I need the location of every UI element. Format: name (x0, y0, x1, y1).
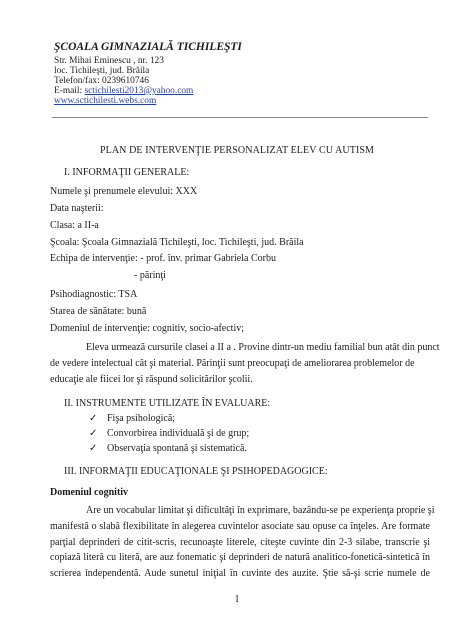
phone-fax: Telefon/fax: 0239610746 (54, 76, 149, 86)
website-link[interactable]: www.sctichilesti.webs.com (54, 96, 157, 106)
address-locality: loc. Tichileşti, jud. Brăila (54, 66, 150, 76)
paragraph-line-3: educaţie ale fiicei lor şi răspund solicitărilor şcolii. (50, 374, 253, 385)
bullet-item (89, 443, 247, 454)
email-label: E-mail: (54, 86, 83, 96)
intervention-domain: Domeniul de intervenţie: cognitiv, socio-afectiv; (50, 323, 245, 334)
checkmark-icon: ✓ (89, 428, 98, 439)
email-link[interactable]: sctichilesti2013@yahoo.com (84, 86, 194, 96)
cognitive-line-3: parţial deprinderi de citit-scris, recunoaşte literele, citeşte cuvinte din 2-3 silabe, transcrie şi (50, 537, 430, 548)
intervention-team: Echipa de intervenţie: - prof. înv. primar Gabriela Corbu (50, 253, 276, 264)
checkmark-icon: ✓ (89, 443, 98, 454)
cognitive-line-2: manifestă o slabă flexibilitate în alegerea cuvintelor asociate sau opuse ca înţeles. Are formate (50, 521, 430, 532)
bullet-item-text: Convorbirea individuală şi de grup; (107, 428, 250, 439)
class-line: Clasa: a II-a (50, 220, 99, 231)
health-status: Starea de sănătate: bună (50, 306, 147, 317)
student-name: Numele şi prenumele elevului: XXX (50, 186, 198, 197)
bullet-item (89, 428, 249, 439)
psychodiagnostic: Psihodiagnostic: TSA (50, 289, 138, 300)
school-name: ŞCOALA GIMNAZIALĂ TICHILEŞTI (54, 41, 242, 53)
header-divider (52, 117, 428, 118)
school-line: Şcoala: Şcoala Gimnazială Tichileşti, loc. Tichileşti, jud. Brăila (50, 237, 304, 248)
email-line (54, 86, 193, 97)
section-1-heading: I. INFORMAŢII GENERALE: (64, 167, 190, 178)
intervention-team-parents: - părinţi (134, 270, 166, 281)
address-street: Str. Mihai Eminescu , nr. 123 (54, 56, 164, 66)
section-3-heading: III. INFORMAŢII EDUCAŢIONALE ŞI PSIHOPEDAGOGICE: (64, 466, 328, 477)
section-2-heading: II. INSTRUMENTE UTILIZATE ÎN EVALUARE: (64, 398, 271, 409)
bullet-item-text: Observaţia spontană şi sistematică. (107, 443, 247, 454)
checkmark-icon: ✓ (89, 413, 98, 424)
cognitive-line-1: Are un vocabular limitat şi dificultăţi în exprimare, bazându-se pe experienţa proprie şi (86, 505, 435, 516)
bullet-item (89, 413, 175, 424)
cognitive-line-5: scrierea independentă. Aude sunetul iniţial în cuvinte des auzite. Ştie să-şi scrie numele de (50, 568, 430, 579)
cognitive-line-4: copiază literă cu literă, are auz fonematic şi deprinderi de natură analitico-fonetică-sintetică în (50, 552, 430, 563)
document-title: PLAN DE INTERVENŢIE PERSONALIZAT ELEV CU AUTISM (99, 145, 375, 156)
birth-date: Data naşterii: (50, 203, 104, 214)
paragraph-line-2: de vedere intelectual cât şi material. Părinţii sunt preocupaţi de ameliorarea problemelor de (50, 358, 415, 369)
cognitive-domain-heading: Domeniul cognitiv (50, 487, 129, 498)
page-number: 1 (234, 594, 240, 605)
bullet-item-text: Fişa psihologică; (107, 413, 176, 424)
paragraph-line-1: Eleva urmează cursurile clasei a II a . Provine dintr-un mediu familial bun atât din punct (86, 342, 440, 353)
